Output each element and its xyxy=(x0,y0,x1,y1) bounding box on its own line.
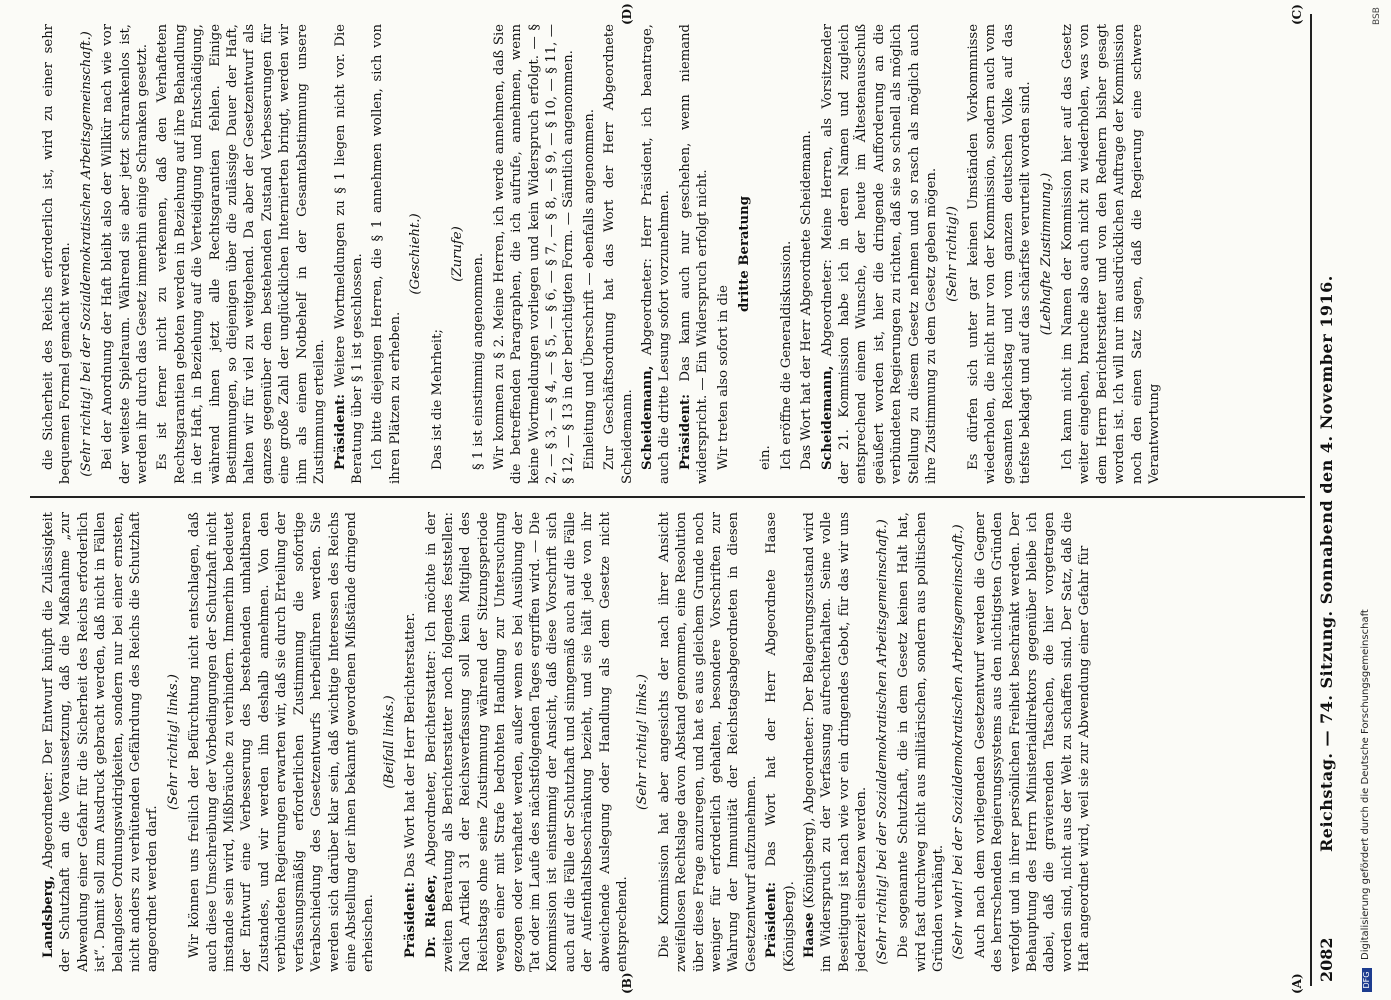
stage-direction: (Sehr richtig! bei der Sozialdemokratischen Arbeitsgemeinschaft.) xyxy=(78,31,94,477)
speaker-name: Präsident: xyxy=(677,393,693,470)
paragraph-text: Das Wort hat der Herr Berichterstatter. xyxy=(403,612,419,878)
stage-direction: (Lebhafte Zustimmung.) xyxy=(1038,172,1054,336)
speaker-name: Landsberg, xyxy=(41,875,56,958)
paragraph-text: Es dürfen sich unter gar keinen Umständen Vorkommnisse wiederholen, die nicht nur von der Kommission, sondern auch vom gesamten Reichstag und vom ganzen deutschen Volke auf das tiefste beklagt und auf das schärfste verurteilt worden sind. xyxy=(965,24,1034,484)
text-paragraph xyxy=(757,24,774,484)
paragraph-text: Einleitung und Überschrift — ebenfalls angenommen. xyxy=(581,109,597,470)
margin-mark-c: (C) xyxy=(1290,4,1304,25)
paragraph-text: Abgeordneter: Der Entwurf knüpft die Zulässigkeit der Schutzhaft an die Voraussetzung, daß die Maßnahme „zur Abwendung einer Gefahr für die Sicherheit des Reichs erforderlich ist“. Damit soll zum Ausdruck gebracht werden, daß nicht in Fällen belangloser Ordnungswidrigkeiten, sondern nur bei einer ernsten, nicht anders zu verhütenden Gefährdung des Reichs die Schutzhaft angeordnet werden darf. xyxy=(41,512,161,972)
section-heading-text: dritte Beratung xyxy=(737,196,753,312)
paragraph-text: Das kann auch nur geschehen, wenn niemand widerspricht. — Ein Widerspruch erfolgt nicht. xyxy=(677,24,711,484)
margin-mark-d: (D) xyxy=(620,3,634,25)
text-paragraph xyxy=(972,512,1094,972)
paragraph-text: Abgeordneter: Meine Herren, als Vorsitzender der 21. Kommission habe ich in deren Namen und zugleich entsprechend einem Wunsche, der heute im Ältestenausschuß geäußert worden ist, hier die dringende Aufforderung an die verbündeten Regierungen zu richten, daß sie so schnell als möglich Stellung zu diesem Gesetz nehmen und so rasch als möglich auch ihre Zustimmung zu dem Gesetz geben mögen. xyxy=(819,24,940,484)
text-paragraph xyxy=(1059,24,1163,484)
text-paragraph xyxy=(40,24,75,484)
speech-paragraph xyxy=(402,512,419,972)
left-column xyxy=(40,512,1305,972)
stage-direction: (Sehr richtig! bei der Sozialdemokratischen Arbeitsgemeinschaft.) xyxy=(874,519,890,965)
section-heading xyxy=(736,24,753,484)
bsb-logo-text: BSB xyxy=(1372,7,1382,25)
stage-direction: (Geschieht.) xyxy=(408,213,424,295)
text-paragraph xyxy=(601,24,636,484)
text-paragraph xyxy=(186,512,377,972)
text-paragraph xyxy=(965,24,1035,484)
paragraph-text: Ich bitte diejenigen Herren, die § 1 annehmen wollen, sich von ihren Plätzen zu erheben. xyxy=(370,24,403,484)
text-paragraph xyxy=(778,24,795,484)
speech-paragraph xyxy=(801,512,871,972)
speaker-name: Dr. Rießer, xyxy=(423,874,439,958)
text-paragraph xyxy=(581,24,598,484)
paragraph-text: Die sogenannte Schutzhaft, die in dem Gesetz keinen Halt hat, wird fast durchweg nicht aus militärischen, sondern aus politischen Gründen verhängt. xyxy=(896,512,946,972)
paragraph-text: Zur Geschäftsordnung hat das Wort der Herr Abgeordnete Scheidemann. xyxy=(602,24,635,484)
speaker-name: Haase xyxy=(802,912,818,958)
speech-paragraph xyxy=(40,512,162,972)
margin-mark-a: (A) xyxy=(1290,973,1304,994)
column-divider xyxy=(30,496,1305,498)
speech-paragraph xyxy=(677,24,712,484)
text-paragraph xyxy=(154,24,328,484)
page-number: 2082 xyxy=(1317,937,1336,982)
speech-paragraph xyxy=(423,512,632,972)
paragraph-text: Weitere Wortmeldungen zu § 1 liegen nicht vor. Die Beratung über § 1 ist geschlossen. xyxy=(332,24,365,484)
stage-direction: (Sehr wahr! bei der Sozialdemokratischen Arbeitsgemeinschaft.) xyxy=(951,524,967,960)
paragraph-text: § 1 ist einstimmig angenommen. xyxy=(471,252,487,470)
speaker-name: Präsident: xyxy=(764,881,780,958)
running-title: Reichstag. — 74. Sitzung. Sonnabend den 4. November 1916. xyxy=(1317,275,1336,852)
speaker-name: Scheidemann, xyxy=(819,365,835,470)
paragraph-text: Ich eröffne die Generaldiskussion. xyxy=(778,240,794,470)
paragraph-text: Wir können uns freilich der Befürchtung nicht entschlagen, daß auch diese Umschreibung der Vorbedingungen der Schutzhaft nicht imstande sein wird, Mißbräuche zu verhindern. Immerhin bedeutet der Entwurf eine Verbesserung des bestehenden unhaltbaren Zustandes, und wir werden ihn deshalb annehmen. Von den verbündeten Regierungen erwarten wir, daß sie durch Erteilung der verfassungsmäßig erforderlichen Zustimmung die sofortige Verabschiedung des Gesetzentwurfs herbeiführen werden. Sie werden sich darüber klar sein, daß wichtige Interessen des Reichs eine Abstellung der ihnen bekannt gewordenen Mißstände dringend erheischen. xyxy=(187,512,377,972)
speaker-name: Präsident: xyxy=(403,881,419,958)
text-paragraph xyxy=(491,24,578,484)
stage-direction: (Sehr richtig! links.) xyxy=(165,674,181,810)
paragraph-text: Bei der Anordnung der Haft bleibt also der Willkür nach wie vor der weiteste Spielraum. Während sie aber jetzt schrankenlos ist, werden ihr durch das Gesetz immerhin einige Schranken gesetzt. xyxy=(100,24,151,484)
header-rule xyxy=(1310,14,1312,986)
speech-paragraph xyxy=(639,24,674,484)
text-paragraph xyxy=(429,24,446,484)
paragraph-text: Es ist ferner nicht zu verkennen, daß den Verhafteten Rechtsgarantien geboten werden in Beziehung auf ihre Behandlung in der Haft, in Beziehung auf die Verteidigung und Entschädigung, während ihnen jetzt alle Rechtsgarantien fehlen. Einige Bestimmungen, so diejenigen über die zulässige Dauer der Haft, halten wir für viel zu weitgehend. Da aber der Gesetzentwurf als ganzes gegenüber dem bestehenden Zustand Verbesserungen für eine große Zahl der unglücklichen Internierten bringt, werden wir ihm als einem Notbehelf in der Gesamtabstimmung unsere Zustimmung erteilen. xyxy=(155,24,328,484)
paragraph-text: die Sicherheit des Reichs erforderlich ist, wird zu einer sehr bequemen Formel gemacht werden. xyxy=(41,24,74,484)
paragraph-text: Auch nach dem vorliegenden Gesetzentwurf werden die Gegner des herrschenden Regierungssystems aus den nichtigsten Gründen verfolgt und in ihrer persönlichen Freiheit beschränkt werden. Der Behauptung des Herrn Ministerialdirektors gegenüber bleibe ich dabei, daß die gravierenden Tatsachen, die hier vorgetragen worden sind, nicht aus der Welt zu schaffen sind. Der Satz, daß die Haft angeordnet wird, weil sie zur Abwendung einer Gefahr für xyxy=(972,512,1093,972)
text-paragraph xyxy=(99,24,151,484)
page-header xyxy=(1313,22,1343,982)
paragraph-text: Ich kann nicht im Namen der Kommission hier auf das Gesetz weiter eingehen, brauche also auch nicht zu wiederholen, was von dem Herrn Berichterstatter und von den Rednern bisher gesagt worden ist. Ich will nur im ausdrücklichen Auftrage der Kommission noch den einen Satz sagen, daß die Regierung eine schwere Verantwortung xyxy=(1059,24,1162,484)
speech-paragraph xyxy=(763,512,798,972)
stage-direction: (Sehr richtig! links.) xyxy=(635,674,651,810)
digitization-credit: Digitalisierung gefördert durch die Deutsche Forschungsgemeinschaft xyxy=(1360,609,1371,960)
paragraph-text: (Königsberg), Abgeordneter: Der Belagerungszustand wird im Widerspruch zu der Verfassung aufrechterhalten. Seine volle Beseitigung ist nach wie vor ein dringendes Gebot, für das wir uns jederzeit einsetzen werden. xyxy=(802,512,870,972)
paragraph-text: Wir treten also sofort in die xyxy=(715,285,731,470)
dfg-logo: DFG xyxy=(1362,968,1372,992)
stage-direction: (Beifall links.) xyxy=(381,695,397,789)
right-column xyxy=(40,24,1305,484)
text-paragraph xyxy=(895,512,947,972)
text-paragraph xyxy=(715,24,732,484)
paragraph-text: Das Wort hat der Herr Abgeordnete Scheidemann. xyxy=(799,130,815,470)
paragraph-text: Das Wort hat der Herr Abgeordnete Haase (Königsberg). xyxy=(764,512,797,972)
text-paragraph xyxy=(798,24,815,484)
speech-paragraph xyxy=(819,24,941,484)
paragraph-text: Abgeordneter: Herr Präsident, ich beantrage, auch die dritte Lesung sofort vorzunehmen. xyxy=(640,24,673,484)
stage-direction: (Sehr richtig!) xyxy=(944,206,960,302)
paragraph-text: Abgeordneter, Berichterstatter: Ich möchte in der zweiten Beratung als Berichterstatter noch folgendes feststellen: Nach Artikel 31 der Reichsverfassung soll kein Mitglied des Reichstags ohne seine Zustimmung während der Sitzungsperiode wegen einer mit Strafe bedrohten Handlung zur Untersuchung gezogen oder verhaftet werden, außer wenn es bei Ausübung der Tat oder im Laufe des nächstfolgenden Tages ergriffen wird. — Die Kommission ist einstimmig der Ansicht, daß diese Vorschrift sich auch auf die Fälle der Schutzhaft und sinngemäß auch auf die Fälle der Aufenthaltsbeschränkung bezieht, und sie hält jede von ihr abweichende Auslegung oder Handlung als dem Gesetze nicht entsprechend. xyxy=(423,512,630,972)
text-paragraph xyxy=(369,24,404,484)
paragraph-text: Wir kommen zu § 2. Meine Herren, ich werde annehmen, daß Sie die betreffenden Paragraphen, die ich aufrufe, annehmen, wenn keine Wortmeldungen vorliegen und kein Widerspruch erfolgt. — § 2, — § 3, — § 4, — § 5, — § 6, — § 7, — § 8, — § 9, — § 10, — § 11, — § 12, — § 13 in der berichtigten Form. — Sämtlich angenommen. xyxy=(491,24,577,484)
stage-direction: (Zurufe) xyxy=(449,226,465,282)
speaker-name: Präsident: xyxy=(332,393,348,470)
paragraph-text: Das ist die Mehrheit; xyxy=(429,329,445,470)
speech-paragraph xyxy=(332,24,367,484)
text-paragraph xyxy=(656,512,760,972)
margin-mark-b: (B) xyxy=(620,972,634,994)
paragraph-text: ein. xyxy=(758,445,774,470)
text-paragraph xyxy=(470,24,487,484)
speaker-name: Scheidemann, xyxy=(640,365,655,470)
paragraph-text: Die Kommission hat aber angesichts der nach ihrer Ansicht zweifellosen Rechtslage davon Abstand genommen, eine Resolution über diese Frage anzuregen, und hat es aus gleichem Grunde noch weniger für erforderlich gehalten, besondere Vorschriften zur Wahrung der Immunität der Reichstagsabgeordneten in diesen Gesetzentwurf aufzunehmen. xyxy=(656,512,759,972)
